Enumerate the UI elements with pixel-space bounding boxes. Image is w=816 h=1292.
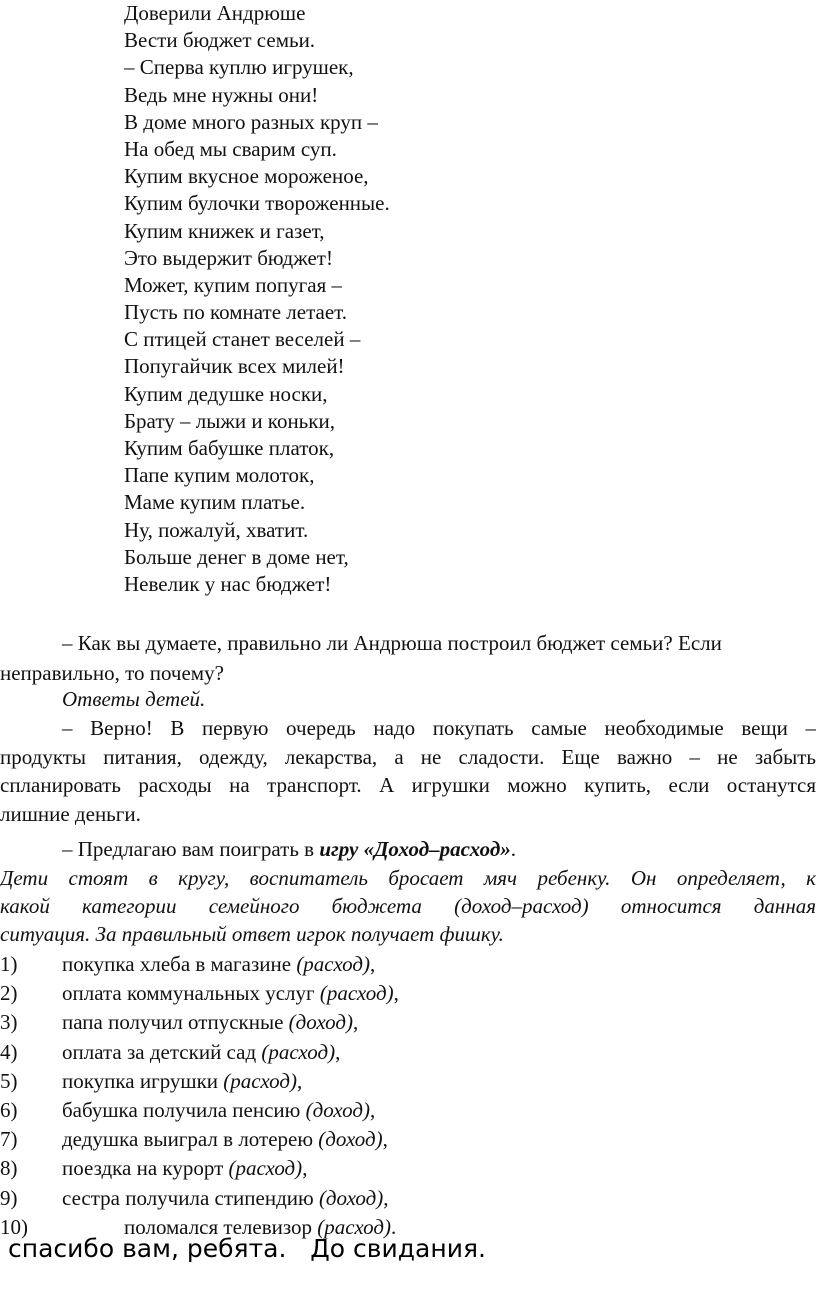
list-item-number: 5) (0, 1068, 18, 1093)
poem-line: Пусть по комнате летает. (124, 300, 347, 325)
list-item-text: поломался телевизор (расход). (124, 1214, 397, 1239)
question-paragraph (0, 628, 816, 688)
list-item-category: (расход) (261, 1039, 336, 1064)
list-item-category: (расход) (296, 952, 370, 976)
explanation-line: продукты питания, одежду, лекарства, а не сладости. Еще важно – не забыть (0, 744, 816, 769)
game-name: игру «Доход–расход» (319, 837, 511, 861)
list-item-text: покупка хлеба в магазине (расход), (62, 952, 376, 976)
list-item-text: покупка игрушки (расход), (62, 1068, 303, 1093)
list-item-text: поездка на курорт (расход), (62, 1156, 308, 1181)
list-item-text: бабушка получила пенсию (доход), (62, 1097, 376, 1122)
game-rules-line: ситуация. За правильный ответ игрок получает фишку. (0, 922, 504, 946)
poem-line: Может, купим попугая – (124, 272, 343, 297)
list-item-category: (расход) (228, 1156, 303, 1181)
list-item-number: 7) (0, 1127, 18, 1152)
list-item-number: 3) (0, 1010, 18, 1035)
list-item-category: (расход) (223, 1068, 297, 1093)
list-item-number: 2) (0, 981, 18, 1006)
answers-label: Ответы детей. (62, 687, 206, 711)
list-item-number: 1) (0, 952, 18, 976)
list-item-category: (расход) (319, 981, 394, 1006)
poem-line: Больше денег в доме нет, (124, 544, 349, 569)
list-item (0, 1067, 816, 1096)
game-rules-line: Дети стоят в кругу, воспитатель бросает мяч ребенку. Он определяет, к (0, 866, 816, 890)
poem-line: Купим вкусное мороженое, (124, 164, 369, 189)
game-rules-line: какой категории семейного бюджета (доход–расход) относится данная (0, 894, 816, 918)
list-item-number: 9) (0, 1185, 18, 1210)
poem-line: Купим книжек и газет, (124, 218, 325, 243)
poem-line: Купим бабушке платок, (124, 436, 335, 460)
list-item-text: оплата коммунальных услуг (расход), (62, 981, 399, 1006)
list-item-text: оплата за детский сад (расход), (62, 1039, 341, 1064)
situation-list (0, 950, 816, 1242)
poem-line: Купим булочки твороженные. (124, 191, 390, 216)
list-item-number: 10) (0, 1214, 28, 1239)
list-item-category: (доход) (318, 1127, 383, 1152)
explanation-line: спланировать расходы на транспорт. А игрушки можно купить, если останутся (0, 773, 816, 797)
list-item (0, 1125, 816, 1154)
game-rules (0, 864, 816, 948)
poem-line: Доверили Андрюше (124, 1, 306, 25)
list-item-text: сестра получила стипендию (доход), (62, 1185, 389, 1210)
poem (124, 0, 390, 598)
list-item (0, 1154, 816, 1183)
list-item-category: (доход) (318, 1185, 384, 1210)
list-item (0, 950, 816, 979)
list-item (0, 1008, 816, 1037)
poem-line: Невелик у нас бюджет! (124, 571, 332, 596)
explanation-line: – Верно! В первую очередь надо покупать самые необходимые вещи – (62, 716, 816, 740)
poem-line: – Сперва куплю игрушек, (124, 55, 354, 80)
list-item-category: (доход) (288, 1010, 353, 1035)
question-line-1: – Как вы думаете, правильно ли Андрюша построил бюджет семьи? Если (62, 631, 722, 655)
poem-line: Купим дедушке носки, (124, 381, 328, 406)
poem-line: Попугайчик всех милей! (124, 354, 345, 379)
poem-line: Ну, пожалуй, хватит. (124, 517, 309, 542)
list-item (0, 1096, 816, 1125)
poem-line: На обед мы сварим суп. (124, 136, 337, 161)
explanation-line: лишние деньги. (0, 801, 141, 826)
poem-line: С птицей станет веселей – (124, 327, 361, 352)
poem-line: Маме купим платье. (124, 490, 306, 515)
farewell-text: спасибо вам, ребята. До свидания. (8, 1234, 486, 1263)
poem-line: Вести бюджет семьи. (124, 28, 316, 53)
poem-line: Ведь мне нужны они! (124, 82, 319, 107)
question-line-2: неправильно, то почему? (0, 661, 224, 685)
list-item-number: 4) (0, 1039, 18, 1064)
list-item (0, 1038, 816, 1067)
list-item-category: (расход) (317, 1214, 391, 1239)
game-intro (62, 834, 516, 864)
explanation-paragraph (0, 714, 816, 828)
poem-line: Это выдержит бюджет! (124, 245, 333, 270)
list-item-category: (доход) (305, 1097, 370, 1122)
poem-line: Брату – лыжи и коньки, (124, 408, 335, 433)
list-item-text: дедушка выиграл в лотерею (доход), (62, 1127, 388, 1152)
poem-line: Папе купим молоток, (124, 463, 315, 488)
list-item-number: 6) (0, 1097, 18, 1122)
poem-line: В доме много разных круп – (124, 109, 378, 134)
list-item-text: папа получил отпускные (доход), (62, 1010, 359, 1035)
list-item (0, 1184, 816, 1213)
list-item-number: 8) (0, 1156, 18, 1181)
game-intro-prefix: – Предлагаю вам поиграть в (62, 837, 320, 861)
game-intro-suffix: . (510, 837, 517, 861)
list-item (0, 979, 816, 1008)
